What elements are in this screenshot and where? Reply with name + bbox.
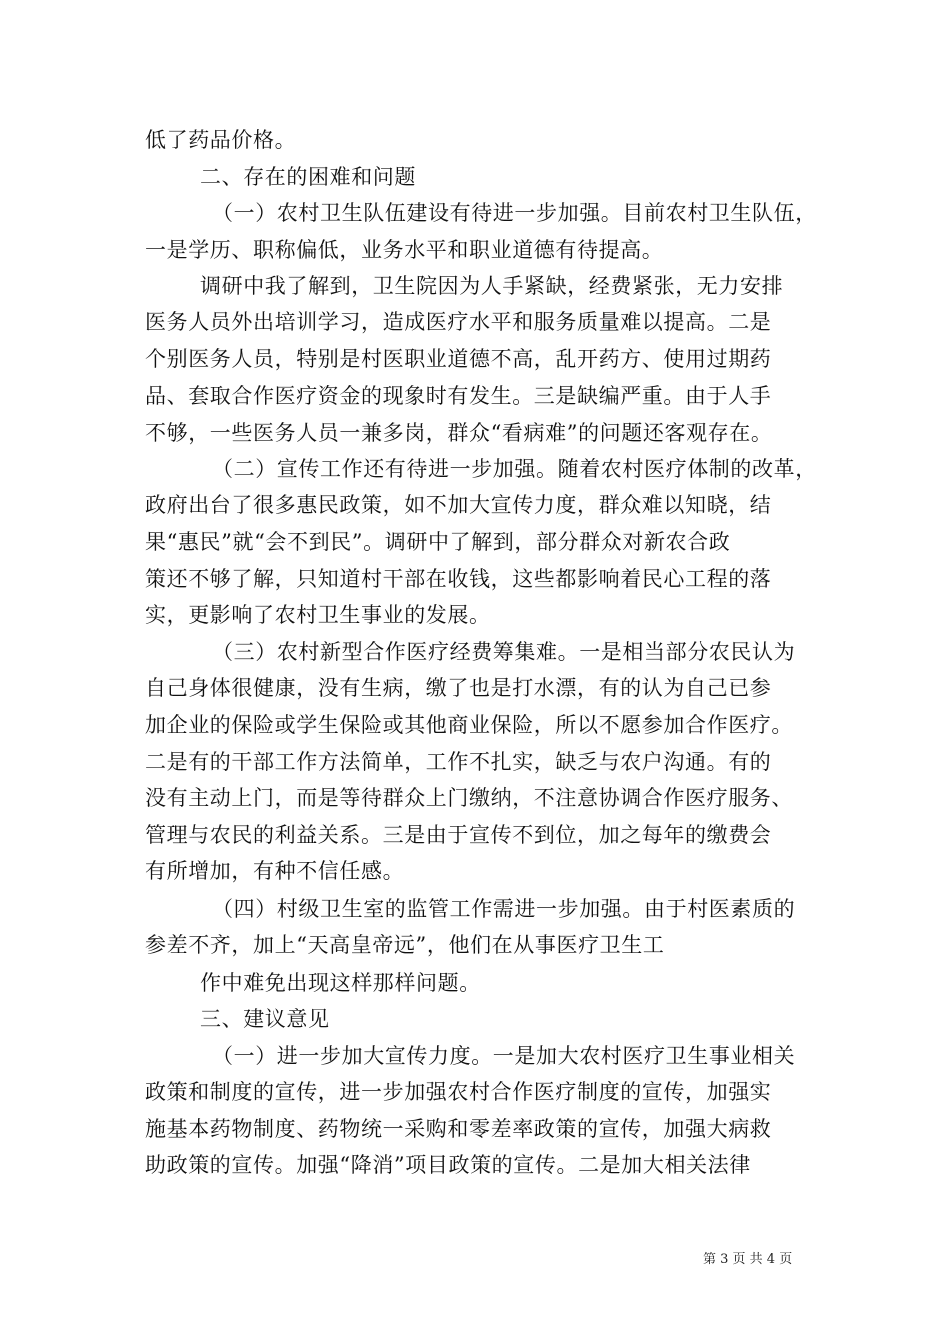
text-line: 自己身体很健康，没有生病，缴了也是打水漂，有的认为自己已参	[145, 676, 772, 700]
text-line: 品、套取合作医疗资金的现象时有发生。三是缺编严重。由于人手	[145, 384, 772, 408]
text-line: 医务人员外出培训学习，造成医疗水平和服务质量难以提高。二是	[145, 310, 772, 334]
text-line: 个别医务人员，特别是村医职业道德不高，乱开药方、使用过期药	[145, 347, 772, 371]
text-line: 有所增加，有种不信任感。	[145, 859, 405, 883]
text-line: 调研中我了解到，卫生院因为人手紧缺，经费紧张，无力安排	[200, 274, 784, 298]
text-line: 实，更影响了农村卫生事业的发展。	[145, 603, 491, 627]
page-number: 第 3 页 共 4 页	[703, 1252, 793, 1267]
text-line: 低了药品价格。	[145, 128, 297, 152]
text-line: 施基本药物制度、药物统一采购和零差率政策的宣传，加强大病救	[145, 1117, 772, 1141]
section-heading: 二、存在的困难和问题	[200, 165, 416, 189]
section-heading: 三、建议意见	[200, 1007, 330, 1031]
text-line: 没有主动上门，而是等待群众上门缴纳，不注意协调合作医疗服务、	[145, 786, 793, 810]
text-line: （一）农村卫生队伍建设有待进一步加强。目前农村卫生队伍，	[212, 201, 817, 225]
text-line: 助政策的宣传。加强“降消”项目政策的宣传。二是加大相关法律	[145, 1153, 751, 1177]
text-line: 二是有的干部工作方法简单，工作不扎实，缺乏与农户沟通。有的	[145, 750, 772, 774]
text-line: （一）进一步加大宣传力度。一是加大农村医疗卫生事业相关	[212, 1044, 796, 1068]
text-line: 政府出台了很多惠民政策，如不加大宣传力度，群众难以知晓，结	[145, 493, 772, 517]
text-line: 管理与农民的利益关系。三是由于宣传不到位，加之每年的缴费会	[145, 823, 772, 847]
text-line: 一是学历、职称偏低，业务水平和职业道德有待提高。	[145, 238, 664, 262]
text-line: 参差不齐，加上“天高皇帝远”，他们在从事医疗卫生工	[145, 933, 665, 957]
text-line: 策还不够了解，只知道村干部在收钱，这些都影响着民心工程的落	[145, 567, 772, 591]
text-line: （三）农村新型合作医疗经费筹集难。一是相当部分农民认为	[212, 640, 796, 664]
text-line: 不够，一些医务人员一兼多岗，群众“看病难”的问题还客观存在。	[145, 421, 773, 445]
text-line: （二）宣传工作还有待进一步加强。随着农村医疗体制的改革，	[212, 457, 817, 481]
text-line: 政策和制度的宣传，进一步加强农村合作医疗制度的宣传，加强实	[145, 1080, 772, 1104]
text-line: 作中难免出现这样那样问题。	[200, 971, 481, 995]
text-line: （四）村级卫生室的监管工作需进一步加强。由于村医素质的	[212, 897, 796, 921]
text-line: 加企业的保险或学生保险或其他商业保险，所以不愿参加合作医疗。	[145, 713, 793, 737]
text-line: 果“惠民”就“会不到民”。调研中了解到，部分群众对新农合政	[145, 530, 731, 554]
